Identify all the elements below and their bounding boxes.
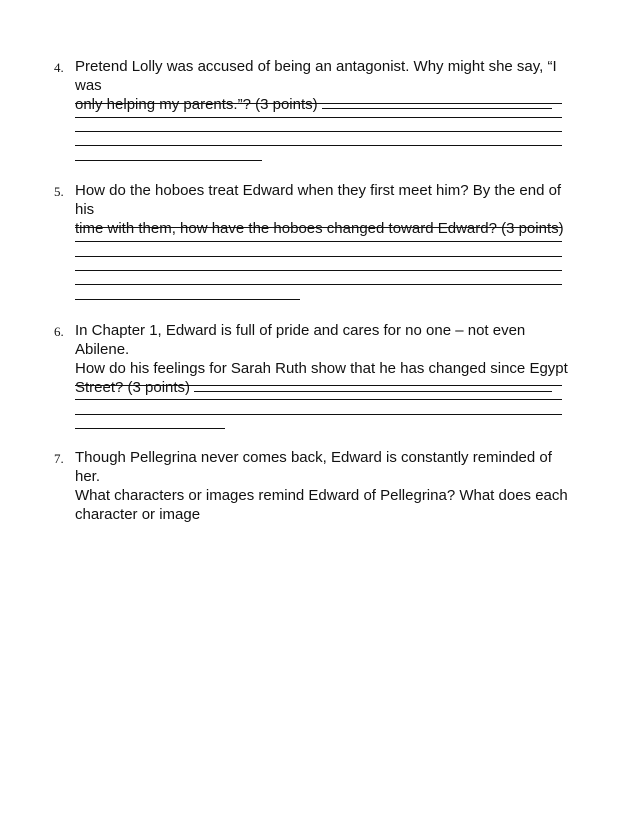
question-number: 6. — [54, 324, 64, 339]
question-text-line: In Chapter 1, Edward is full of pride and cares for no one – not even Abilene. — [75, 322, 526, 358]
question-text-segment: only helping my parents.”? (3 points) — [75, 96, 318, 113]
answer-line[interactable] — [75, 103, 562, 104]
answer-line[interactable] — [75, 284, 562, 285]
question-text-line — [75, 378, 580, 397]
question-text-line — [75, 95, 580, 114]
question-text — [75, 448, 580, 524]
question-text-line: time with them, how have the hoboes changed toward Edward? (3 points) — [75, 220, 564, 237]
question-text-line: character or image — [75, 506, 201, 523]
answer-line[interactable] — [75, 145, 562, 146]
answer-line[interactable] — [75, 385, 562, 386]
answer-line[interactable] — [75, 299, 300, 300]
answer-line[interactable] — [75, 227, 562, 228]
question-text — [75, 181, 580, 238]
answer-line[interactable] — [75, 131, 562, 132]
question-text-segment: Street? (3 points) — [75, 379, 191, 396]
answer-line[interactable] — [75, 160, 262, 161]
answer-line[interactable] — [75, 399, 562, 400]
question-number: 7. — [54, 451, 64, 466]
question-text — [75, 57, 580, 114]
question-text-line: Pretend Lolly was accused of being an antagonist. Why might she say, “I was — [75, 58, 557, 94]
answer-line[interactable] — [75, 428, 225, 429]
question-text-line: Though Pellegrina never comes back, Edward is constantly reminded of her. — [75, 449, 552, 485]
question-text-line: How do the hoboes treat Edward when they first meet him? By the end of his — [75, 182, 562, 218]
answer-line[interactable] — [75, 414, 562, 415]
question-text-line: What characters or images remind Edward of Pellegrina? What does each — [75, 487, 568, 504]
question-text-line: How do his feelings for Sarah Ruth show that he has changed since Egypt — [75, 360, 568, 377]
question-number: 5. — [54, 184, 64, 199]
answer-line[interactable] — [75, 241, 562, 242]
answer-line[interactable] — [75, 270, 562, 271]
answer-line[interactable] — [75, 256, 562, 257]
answer-line[interactable] — [75, 117, 562, 118]
question-number: 4. — [54, 60, 64, 75]
